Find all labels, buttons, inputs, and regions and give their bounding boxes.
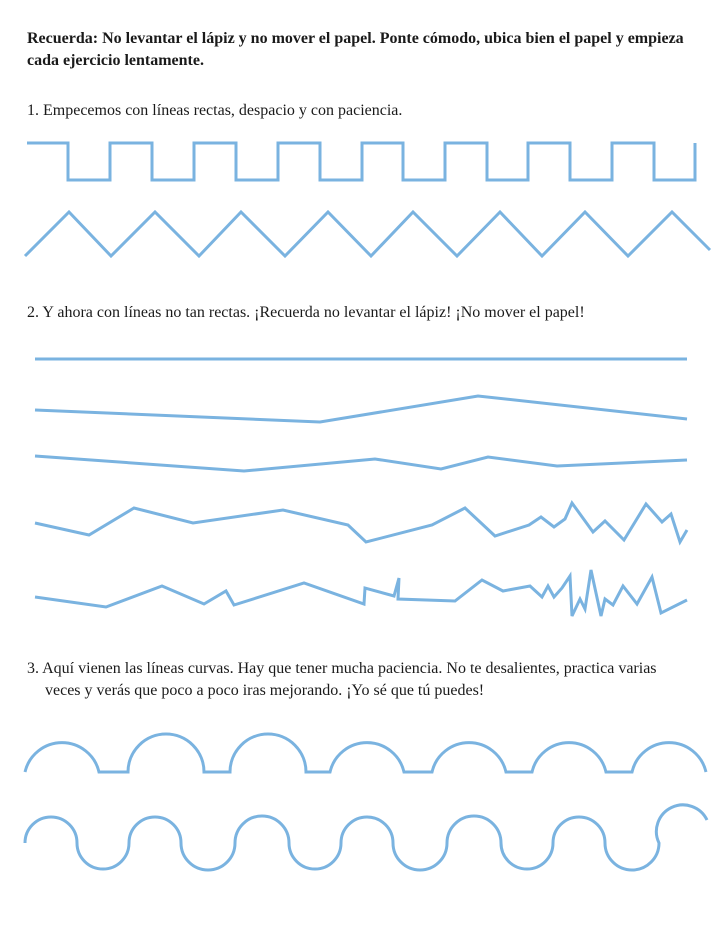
zigzag-line (25, 212, 710, 256)
reminder-heading: Recuerda: No levantar el lápiz y no mover el papel. Ponte cómodo, ubica bien el papel y empieza cada ejercicio lentamente. (27, 30, 684, 69)
section-1-instruction: 1. Empecemos con líneas rectas, despacio y con paciencia. (27, 102, 403, 119)
irregular-line (35, 503, 687, 542)
arch-wave-line (25, 734, 706, 772)
jagged-line (35, 570, 687, 616)
section-3-instruction: 3. Aquí vienen las líneas curvas. Hay que tener mucha paciencia. No te desalientes, practica varias veces y verás que poco a poco iras mejorando. ¡Yo sé que tú puedes! (27, 660, 657, 699)
gentle-bend-line (35, 396, 687, 422)
s-wave-line (25, 805, 707, 870)
slight-wave-line (35, 456, 687, 471)
square-wave-line (27, 143, 695, 180)
section-2-instruction: 2. Y ahora con líneas no tan rectas. ¡Recuerda no levantar el lápiz! ¡No mover el papel! (27, 304, 585, 321)
